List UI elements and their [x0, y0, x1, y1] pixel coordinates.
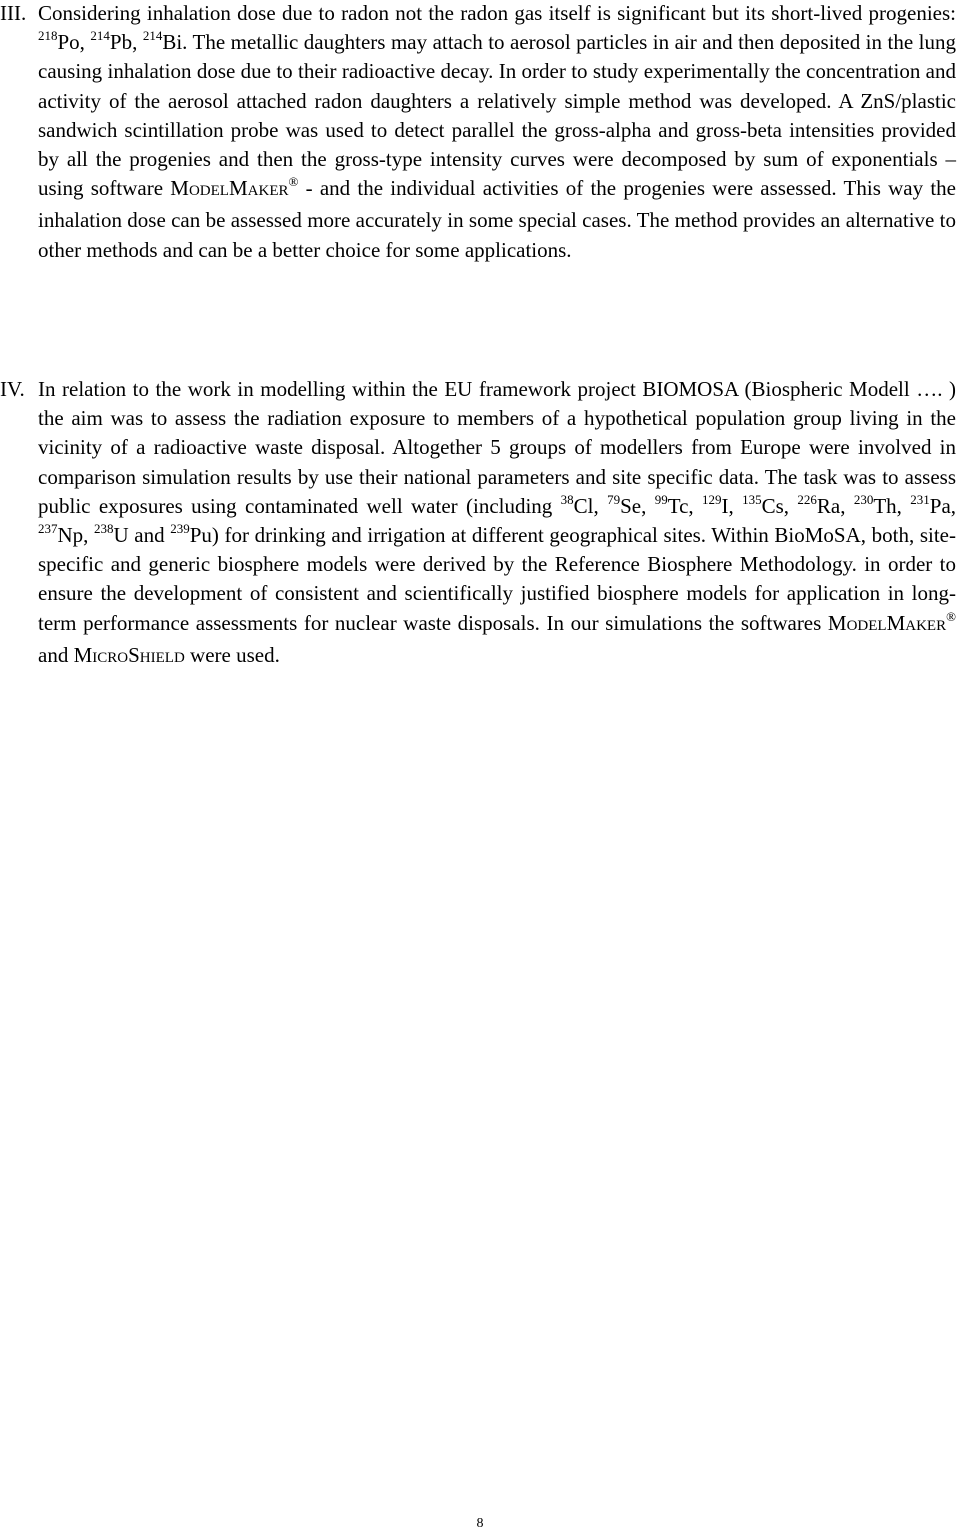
text-run: Tc, — [667, 493, 703, 518]
isotope-mass-number: 214 — [142, 28, 163, 44]
text-run: U and — [113, 523, 171, 548]
section-iv-paragraph — [38, 375, 956, 673]
text-run: Cs, — [761, 493, 798, 518]
text-run: Np, — [57, 523, 95, 548]
isotope-mass-number: 239 — [170, 521, 190, 537]
text-run: were used. — [184, 642, 280, 667]
section-numeral: IV. — [0, 377, 25, 401]
text-run: I, — [721, 493, 743, 518]
isotope-mass-number: 231 — [910, 491, 930, 507]
isotope-mass-number: 38 — [560, 491, 574, 507]
isotope-mass-number: 230 — [853, 491, 874, 507]
text-run: and — [38, 642, 74, 667]
text-run: Th, — [873, 493, 911, 518]
text-run: Cl, — [573, 493, 608, 518]
registered-mark: ® — [288, 174, 299, 190]
isotope-mass-number: 226 — [797, 491, 817, 507]
isotope-mass-number: 237 — [38, 521, 58, 537]
page-number: 8 — [476, 1516, 484, 1531]
section-numeral: III. — [0, 1, 27, 25]
text-run: Bi. The metallic daughters may attach to aerosol particles in air and then deposited in the lung causing inhalation dose due to their radioactive decay. In order to study experimentally the concentration and activity of the aerosol attached radon daughters a relatively simple method was developed. A ZnS/plastic sandwich scintillation probe was used to detect parallel the gross-alpha and gross-beta intensities provided by all the progenies and then the gross-type intensity curves were decomposed by sum of exponentials – using software — [38, 30, 956, 201]
registered-mark: ® — [946, 608, 956, 624]
software-name: MODELMAKER — [827, 610, 947, 635]
text-run: Ra, — [816, 493, 854, 518]
text-run: Pb, — [109, 30, 143, 55]
text-run: Considering inhalation dose due to radon not the radon gas itself is significant but its short-lived progenies: — [38, 1, 956, 25]
isotope-mass-number: 218 — [38, 28, 58, 44]
isotope-mass-number: 129 — [702, 491, 722, 507]
isotope-mass-number: 214 — [90, 28, 110, 44]
isotope-mass-number: 99 — [654, 491, 668, 507]
isotope-mass-number: 79 — [607, 491, 621, 507]
text-run: - and the individual activities of the progenies were assessed. This way the inhalation dose can be assessed more accurately in some special cases. The method provides an alternative to other methods and can be a better choice for some applications. — [38, 176, 956, 262]
text-run: Pu) for drinking and irrigation at different geographical sites. Within BioMoSA, both, site-specific and generic biosphere models were derived by the Reference Biosphere Methodology. in order to ensure the development of consistent and scientifically justified biosphere models for application in long-term performance assessments for nuclear waste disposals. In our simulations the softwares — [38, 523, 956, 635]
text-run: Se, — [620, 493, 655, 518]
isotope-mass-number: 135 — [742, 491, 762, 507]
software-name: MODELMAKER — [170, 176, 289, 201]
isotope-mass-number: 238 — [94, 521, 114, 537]
text-run: In relation to the work in modelling within the EU framework project BIOMOSA (Biospheric Modell …. ) the aim was to assess the radiation exposure to members of a hypothetical population group living in the vicinity of a radioactive waste disposal. Altogether 5 groups of modellers from Europe were involved in comparison simulation results by use their national parameters and site specific data. The task was to assess public exposures using contaminated well water (including — [38, 377, 956, 518]
text-run: Po, — [57, 30, 91, 55]
text-run: Pa, — [929, 493, 957, 518]
software-name: MICROSHIELD — [73, 642, 185, 667]
section-iii-paragraph — [38, 0, 956, 265]
